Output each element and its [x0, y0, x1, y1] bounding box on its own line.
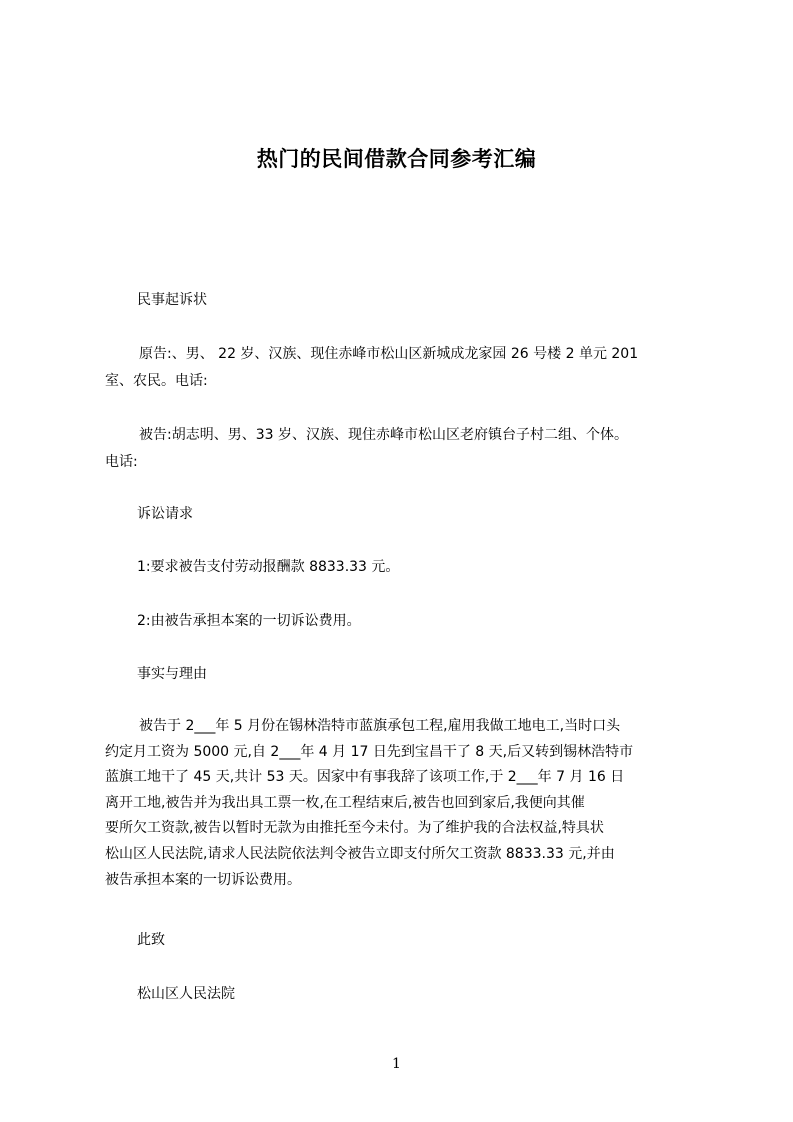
facts-line: 松山区人民法院,请求人民法院依法判令被告立即支付所欠工资款 8833.33 元,并由: [105, 845, 615, 862]
page-number: 1: [392, 1056, 401, 1072]
defendant-line-2: 电话:: [105, 454, 138, 470]
complaint-heading: 民事起诉状: [137, 292, 207, 308]
facts-paragraph: [105, 714, 700, 893]
facts-line: 离开工地,被告并为我出具工票一枚,在工程结束后,被告也回到家后,我便向其催: [105, 794, 585, 811]
closing-salutation: 此致: [137, 932, 165, 948]
facts-line: 被告于 2___年 5 月份在锡林浩特市蓝旗承包工程,雇用我做工地电工,当时口头: [139, 718, 621, 734]
facts-line: 被告承担本案的一切诉讼费用。: [105, 871, 301, 888]
facts-line: 蓝旗工地干了 45 天,共计 53 天。因家中有事我辞了该项工作,于 2___年 7 月 16 日: [105, 769, 625, 786]
claim-item-1: 1:要求被告支付劳动报酬款 8833.33 元。: [137, 559, 400, 575]
claim-item-2: 2:由被告承担本案的一切诉讼费用。: [137, 613, 361, 629]
court-name: 松山区人民法院: [137, 986, 235, 1002]
facts-line: 要所欠工资款,被告以暂时无款为由推托至今未付。为了维护我的合法权益,特具状: [105, 820, 604, 837]
facts-heading: 事实与理由: [137, 666, 207, 682]
defendant-line-1: 被告:胡志明、男、33 岁、汉族、现住赤峰市松山区老府镇台子村二组、个体。: [139, 427, 628, 443]
document-title: 热门的民间借款合同参考汇编: [256, 147, 537, 171]
plaintiff-line-1: 原告:、男、 22 岁、汉族、现住赤峰市松山区新城成龙家园 26 号楼 2 单元 201: [139, 346, 639, 362]
plaintiff-line-2: 室、农民。电话:: [105, 373, 208, 389]
claims-heading: 诉讼请求: [137, 506, 193, 522]
facts-line: 约定月工资为 5000 元,自 2___年 4 月 17 日先到宝昌干了 8 天,后又转到锡林浩特市: [105, 743, 634, 760]
